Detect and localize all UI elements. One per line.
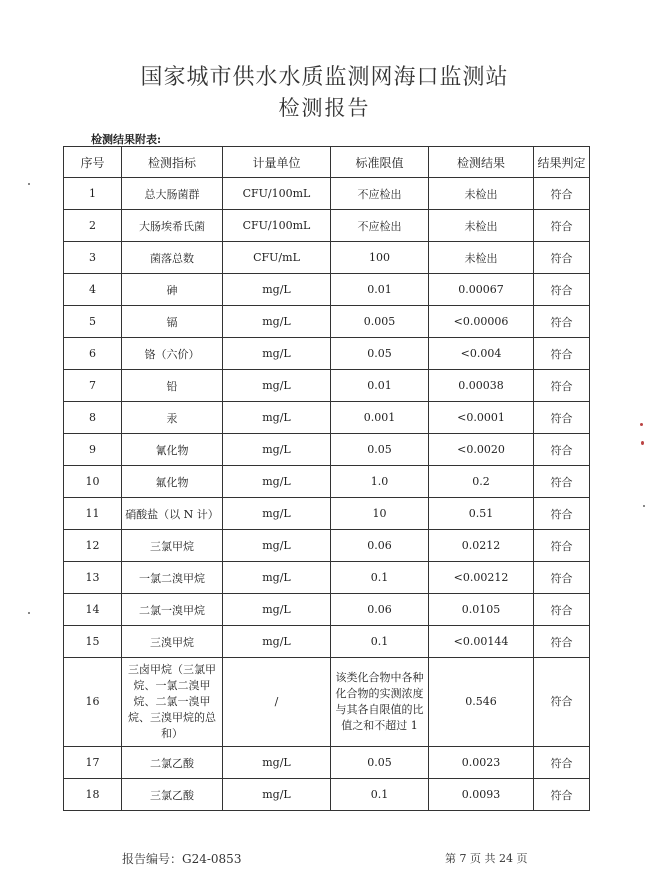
scan-speck [28,183,30,185]
cell-indicator: 总大肠菌群 [122,178,223,210]
cell-result: <0.00006 [429,306,534,338]
table-row [64,178,590,210]
cell-index: 13 [64,562,122,594]
cell-unit: mg/L [223,626,331,658]
cell-indicator: 二氯一溴甲烷 [122,594,223,626]
cell-indicator: 三氯乙酸 [122,779,223,811]
table-row [64,658,590,747]
cell-result: 0.0212 [429,530,534,562]
cell-result: <0.004 [429,338,534,370]
cell-limit: 0.01 [331,370,429,402]
table-row [64,274,590,306]
cell-result: 0.00038 [429,370,534,402]
cell-result: 0.546 [429,658,534,747]
cell-unit: mg/L [223,402,331,434]
cell-result: <0.0001 [429,402,534,434]
cell-indicator: 大肠埃希氏菌 [122,210,223,242]
cell-indicator: 菌落总数 [122,242,223,274]
cell-unit: mg/L [223,498,331,530]
cell-limit: 0.05 [331,338,429,370]
cell-unit: mg/L [223,274,331,306]
cell-unit: mg/L [223,338,331,370]
cell-limit: 不应检出 [331,178,429,210]
cell-judgement: 符合 [534,562,590,594]
cell-judgement: 符合 [534,338,590,370]
cell-index: 14 [64,594,122,626]
cell-indicator: 汞 [122,402,223,434]
cell-index: 8 [64,402,122,434]
cell-unit: mg/L [223,370,331,402]
cell-result: 0.2 [429,466,534,498]
table-row [64,210,590,242]
cell-judgement: 符合 [534,658,590,747]
cell-limit: 0.1 [331,779,429,811]
cell-limit: 0.05 [331,434,429,466]
scan-speck [640,423,643,426]
cell-index: 2 [64,210,122,242]
cell-judgement: 符合 [534,306,590,338]
cell-index: 5 [64,306,122,338]
report-number: 报告编号：G24-0853 [122,852,242,866]
cell-judgement: 符合 [534,466,590,498]
table-row [64,626,590,658]
station-title: 国家城市供水水质监测网海口监测站 [140,65,509,90]
cell-limit: 100 [331,242,429,274]
cell-judgement: 符合 [534,779,590,811]
cell-result: 未检出 [429,178,534,210]
scan-speck [641,441,644,445]
cell-indicator: 镉 [122,306,223,338]
cell-index: 16 [64,658,122,747]
cell-indicator: 砷 [122,274,223,306]
cell-judgement: 符合 [534,594,590,626]
cell-limit: 0.1 [331,626,429,658]
cell-result: 0.0105 [429,594,534,626]
cell-index: 1 [64,178,122,210]
cell-limit: 0.001 [331,402,429,434]
table-row [64,338,590,370]
cell-result: <0.00212 [429,562,534,594]
cell-unit: mg/L [223,562,331,594]
cell-index: 17 [64,747,122,779]
col-header-unit: 计量单位 [223,147,331,178]
cell-index: 3 [64,242,122,274]
cell-result: <0.00144 [429,626,534,658]
cell-indicator: 二氯乙酸 [122,747,223,779]
table-row [64,306,590,338]
report-title: 检测报告 [278,96,371,120]
cell-unit: mg/L [223,594,331,626]
cell-unit: CFU/100mL [223,178,331,210]
cell-result: <0.0020 [429,434,534,466]
table-header-row [64,147,590,178]
table-row [64,434,590,466]
table-row [64,594,590,626]
cell-judgement: 符合 [534,530,590,562]
cell-result: 未检出 [429,242,534,274]
cell-index: 12 [64,530,122,562]
col-header-limit: 标准限值 [331,147,429,178]
table-row [64,562,590,594]
cell-index: 10 [64,466,122,498]
cell-indicator: 氟化物 [122,466,223,498]
cell-unit: CFU/mL [223,242,331,274]
page-number: 第 7 页 共 24 页 [445,852,528,865]
cell-indicator: 三溴甲烷 [122,626,223,658]
table-row [64,402,590,434]
cell-result: 未检出 [429,210,534,242]
cell-unit: mg/L [223,466,331,498]
cell-indicator: 氰化物 [122,434,223,466]
cell-judgement: 符合 [534,242,590,274]
cell-result: 0.00067 [429,274,534,306]
cell-limit: 该类化合物中各种化合物的实测浓度与其各自限值的比值之和不超过 1 [331,658,429,747]
col-header-index: 序号 [64,147,122,178]
scan-speck [643,505,645,507]
cell-index: 6 [64,338,122,370]
cell-indicator: 三卤甲烷（三氯甲烷、一氯二溴甲烷、二氯一溴甲烷、三溴甲烷的总和） [122,658,223,747]
cell-unit: mg/L [223,306,331,338]
cell-judgement: 符合 [534,210,590,242]
cell-indicator: 三氯甲烷 [122,530,223,562]
col-header-judgement: 结果判定 [534,147,590,178]
cell-indicator: 一氯二溴甲烷 [122,562,223,594]
cell-indicator: 硝酸盐（以 N 计） [122,498,223,530]
col-header-indicator: 检测指标 [122,147,223,178]
cell-index: 4 [64,274,122,306]
cell-judgement: 符合 [534,178,590,210]
results-table [63,146,590,811]
cell-index: 9 [64,434,122,466]
table-row [64,242,590,274]
cell-unit: mg/L [223,747,331,779]
cell-index: 11 [64,498,122,530]
cell-limit: 0.01 [331,274,429,306]
cell-judgement: 符合 [534,402,590,434]
cell-limit: 0.1 [331,562,429,594]
cell-unit: mg/L [223,779,331,811]
cell-index: 7 [64,370,122,402]
cell-result: 0.0093 [429,779,534,811]
cell-limit: 0.005 [331,306,429,338]
table-caption: 检测结果附表: [91,133,162,146]
cell-judgement: 符合 [534,626,590,658]
cell-limit: 10 [331,498,429,530]
col-header-result: 检测结果 [429,147,534,178]
cell-index: 18 [64,779,122,811]
cell-result: 0.0023 [429,747,534,779]
table-row [64,530,590,562]
cell-judgement: 符合 [534,274,590,306]
cell-limit: 0.05 [331,747,429,779]
table-row [64,779,590,811]
table-row [64,747,590,779]
cell-unit: CFU/100mL [223,210,331,242]
cell-result: 0.51 [429,498,534,530]
cell-limit: 0.06 [331,530,429,562]
table-row [64,370,590,402]
cell-unit: / [223,658,331,747]
cell-limit: 不应检出 [331,210,429,242]
cell-indicator: 铬（六价） [122,338,223,370]
cell-limit: 0.06 [331,594,429,626]
table-row [64,498,590,530]
cell-limit: 1.0 [331,466,429,498]
cell-judgement: 符合 [534,498,590,530]
cell-indicator: 铅 [122,370,223,402]
cell-unit: mg/L [223,434,331,466]
cell-index: 15 [64,626,122,658]
cell-judgement: 符合 [534,434,590,466]
cell-judgement: 符合 [534,747,590,779]
cell-judgement: 符合 [534,370,590,402]
cell-unit: mg/L [223,530,331,562]
scan-speck [28,612,30,614]
table-row [64,466,590,498]
